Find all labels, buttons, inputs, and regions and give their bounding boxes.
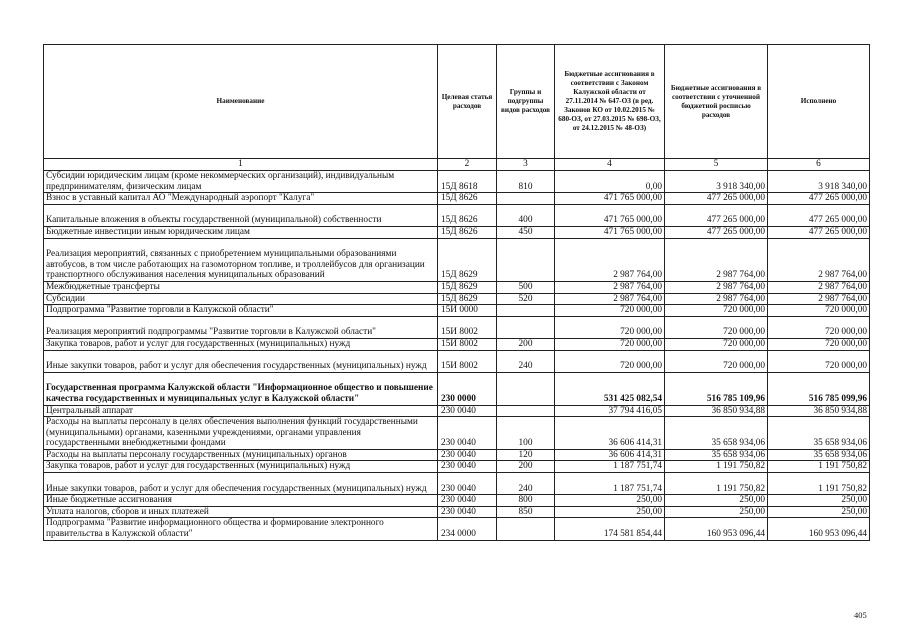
header-law-allocations: Бюджетные ассигнования в соответствии с Законом Калужской области от 27.11.2014 № 647-ОЗ (в ред. Законов КО от 10.02.2015 № 680-ОЗ, от 27.03.2015 № 698-ОЗ, от 24.12.2015 № 48-ОЗ) (555, 45, 665, 159)
header-expense-groups: Группы и подгруппы видов расходов (497, 45, 555, 159)
table-row (44, 204, 870, 226)
table-row (44, 449, 870, 461)
column-number: 3 (497, 159, 555, 171)
row-target-article: 230 0040 (438, 495, 497, 507)
row-expense-group (497, 518, 555, 540)
row-expense-group (497, 305, 555, 317)
table-row (44, 417, 870, 450)
row-target-article: 15Д 8629 (438, 281, 497, 293)
row-name: Межбюджетные трансферты (44, 281, 438, 293)
table-row (44, 506, 870, 518)
row-refined-amount: 516 785 109,96 (665, 372, 768, 405)
row-executed-amount: 720 000,00 (768, 338, 870, 350)
row-name: Подпрограмма "Развитие торговли в Калужской области" (44, 305, 438, 317)
row-name: Закупка товаров, работ и услуг для государственных (муниципальных) нужд (44, 338, 438, 350)
row-executed-amount: 477 265 000,00 (768, 204, 870, 226)
row-target-article: 15И 8002 (438, 338, 497, 350)
row-law-amount: 0,00 (555, 171, 665, 193)
row-target-article: 230 0000 (438, 372, 497, 405)
row-executed-amount: 720 000,00 (768, 350, 870, 372)
table-row (44, 171, 870, 193)
row-name: Иные закупки товаров, работ и услуг для обеспечения государственных (муниципальных) нужд (44, 473, 438, 495)
row-refined-amount: 720 000,00 (665, 338, 768, 350)
row-executed-amount: 160 953 096,44 (768, 518, 870, 540)
column-number: 2 (438, 159, 497, 171)
row-law-amount: 2 987 764,00 (555, 281, 665, 293)
row-executed-amount: 3 918 340,00 (768, 171, 870, 193)
row-refined-amount: 720 000,00 (665, 350, 768, 372)
row-name: Субсидии юридическим лицам (кроме некоммерческих организаций), индивидуальным предпринимателям, физическим лицам (44, 171, 438, 193)
row-refined-amount: 477 265 000,00 (665, 193, 768, 205)
row-name: Иные бюджетные ассигнования (44, 495, 438, 507)
table-row (44, 226, 870, 238)
row-executed-amount: 35 658 934,06 (768, 449, 870, 461)
row-refined-amount: 36 850 934,88 (665, 405, 768, 417)
row-law-amount: 250,00 (555, 495, 665, 507)
row-law-amount: 531 425 082,54 (555, 372, 665, 405)
row-executed-amount: 1 191 750,82 (768, 473, 870, 495)
row-refined-amount: 477 265 000,00 (665, 204, 768, 226)
row-law-amount: 720 000,00 (555, 350, 665, 372)
row-refined-amount: 720 000,00 (665, 305, 768, 317)
row-name: Реализация мероприятий подпрограммы "Развитие торговли в Калужской области" (44, 316, 438, 338)
row-expense-group (497, 238, 555, 281)
row-expense-group: 240 (497, 473, 555, 495)
row-refined-amount: 250,00 (665, 506, 768, 518)
row-law-amount: 720 000,00 (555, 316, 665, 338)
row-target-article: 15И 8002 (438, 350, 497, 372)
row-law-amount: 250,00 (555, 506, 665, 518)
table-row (44, 350, 870, 372)
row-expense-group: 400 (497, 204, 555, 226)
row-name: Реализация мероприятий, связанных с приобретением муниципальными образованиями автобусов, в том числе работающих на газомоторном топливе, и троллейбусов для организации транспортного обслуживания населения муниципальных образований (44, 238, 438, 281)
table-row (44, 461, 870, 473)
table-row (44, 405, 870, 417)
header-executed: Исполнено (768, 45, 870, 159)
row-name: Иные закупки товаров, работ и услуг для обеспечения государственных (муниципальных) нужд (44, 350, 438, 372)
row-expense-group: 200 (497, 461, 555, 473)
table-row (44, 238, 870, 281)
row-expense-group: 450 (497, 226, 555, 238)
row-target-article: 230 0040 (438, 405, 497, 417)
row-executed-amount: 250,00 (768, 495, 870, 507)
row-target-article: 230 0040 (438, 473, 497, 495)
row-target-article: 230 0040 (438, 461, 497, 473)
row-executed-amount: 2 987 764,00 (768, 281, 870, 293)
row-name: Взнос в уставный капитал АО "Международный аэропорт "Калуга" (44, 193, 438, 205)
row-name: Субсидии (44, 293, 438, 305)
table-row (44, 281, 870, 293)
table-row (44, 495, 870, 507)
row-name: Государственная программа Калужской области "Информационное общество и повышение качества государственных и муниципальных услуг в Калужской области" (44, 372, 438, 405)
row-executed-amount: 250,00 (768, 506, 870, 518)
row-expense-group: 520 (497, 293, 555, 305)
row-refined-amount: 2 987 764,00 (665, 281, 768, 293)
table-body (44, 171, 870, 541)
row-name: Подпрограмма "Развитие информационного общества и формирование электронного правительства в Калужской области" (44, 518, 438, 540)
row-expense-group: 100 (497, 417, 555, 450)
row-law-amount: 36 606 414,31 (555, 417, 665, 450)
row-executed-amount: 35 658 934,06 (768, 417, 870, 450)
header-row (44, 45, 870, 159)
row-refined-amount: 250,00 (665, 495, 768, 507)
table-row (44, 305, 870, 317)
row-target-article: 15Д 8626 (438, 193, 497, 205)
row-expense-group: 240 (497, 350, 555, 372)
row-law-amount: 2 987 764,00 (555, 293, 665, 305)
row-executed-amount: 720 000,00 (768, 316, 870, 338)
column-number: 5 (665, 159, 768, 171)
row-expense-group: 810 (497, 171, 555, 193)
row-refined-amount: 1 191 750,82 (665, 461, 768, 473)
row-expense-group: 800 (497, 495, 555, 507)
row-refined-amount: 1 191 750,82 (665, 473, 768, 495)
row-name: Бюджетные инвестиции иным юридическим лицам (44, 226, 438, 238)
row-name: Капитальные вложения в объекты государственной (муниципальной) собственности (44, 204, 438, 226)
row-name: Расходы на выплаты персоналу государственных (муниципальных) органов (44, 449, 438, 461)
row-target-article: 15Д 8629 (438, 238, 497, 281)
row-refined-amount: 35 658 934,06 (665, 449, 768, 461)
row-law-amount: 2 987 764,00 (555, 238, 665, 281)
row-law-amount: 471 765 000,00 (555, 193, 665, 205)
row-executed-amount: 1 191 750,82 (768, 461, 870, 473)
row-name: Закупка товаров, работ и услуг для государственных (муниципальных) нужд (44, 461, 438, 473)
table-row (44, 372, 870, 405)
budget-table (43, 44, 870, 541)
row-refined-amount: 720 000,00 (665, 316, 768, 338)
row-refined-amount: 3 918 340,00 (665, 171, 768, 193)
row-executed-amount: 36 850 934,88 (768, 405, 870, 417)
row-expense-group: 500 (497, 281, 555, 293)
row-refined-amount: 35 658 934,06 (665, 417, 768, 450)
header-target-article: Целевая статья расходов (438, 45, 497, 159)
header-name: Наименование (44, 45, 438, 159)
row-target-article: 230 0040 (438, 506, 497, 518)
row-refined-amount: 477 265 000,00 (665, 226, 768, 238)
row-executed-amount: 2 987 764,00 (768, 293, 870, 305)
row-law-amount: 174 581 854,44 (555, 518, 665, 540)
column-number: 1 (44, 159, 438, 171)
row-target-article: 230 0040 (438, 417, 497, 450)
row-name: Центральный аппарат (44, 405, 438, 417)
row-law-amount: 471 765 000,00 (555, 226, 665, 238)
row-executed-amount: 477 265 000,00 (768, 193, 870, 205)
row-expense-group: 200 (497, 338, 555, 350)
row-law-amount: 720 000,00 (555, 338, 665, 350)
row-refined-amount: 2 987 764,00 (665, 293, 768, 305)
header-refined-allocations: Бюджетные ассигнования в соответствии с уточненной бюджетной росписью расходов (665, 45, 768, 159)
row-target-article: 234 0000 (438, 518, 497, 540)
row-expense-group: 850 (497, 506, 555, 518)
table-row (44, 518, 870, 540)
table-row (44, 473, 870, 495)
row-law-amount: 36 606 414,31 (555, 449, 665, 461)
row-target-article: 15Д 8618 (438, 171, 497, 193)
row-executed-amount: 2 987 764,00 (768, 238, 870, 281)
row-law-amount: 1 187 751,74 (555, 461, 665, 473)
row-refined-amount: 2 987 764,00 (665, 238, 768, 281)
row-law-amount: 720 000,00 (555, 305, 665, 317)
row-law-amount: 1 187 751,74 (555, 473, 665, 495)
row-expense-group: 120 (497, 449, 555, 461)
table-row (44, 193, 870, 205)
row-target-article: 15И 8002 (438, 316, 497, 338)
page-number: 405 (854, 610, 867, 620)
table-row (44, 293, 870, 305)
column-number: 4 (555, 159, 665, 171)
row-expense-group (497, 316, 555, 338)
row-target-article: 15И 0000 (438, 305, 497, 317)
row-executed-amount: 720 000,00 (768, 305, 870, 317)
row-target-article: 15Д 8629 (438, 293, 497, 305)
column-numbers-row (44, 159, 870, 171)
row-executed-amount: 516 785 099,96 (768, 372, 870, 405)
table-row (44, 338, 870, 350)
column-number: 6 (768, 159, 870, 171)
row-expense-group (497, 193, 555, 205)
row-refined-amount: 160 953 096,44 (665, 518, 768, 540)
row-law-amount: 471 765 000,00 (555, 204, 665, 226)
table-row (44, 316, 870, 338)
row-name: Расходы на выплаты персоналу в целях обеспечения выполнения функций государственными (муниципальными) органами, казенными учреждениями, органами управления государственными внебюджетными фондами (44, 417, 438, 450)
row-name: Уплата налогов, сборов и иных платежей (44, 506, 438, 518)
row-target-article: 15Д 8626 (438, 226, 497, 238)
row-law-amount: 37 794 416,05 (555, 405, 665, 417)
row-executed-amount: 477 265 000,00 (768, 226, 870, 238)
row-expense-group (497, 405, 555, 417)
row-target-article: 15Д 8626 (438, 204, 497, 226)
row-target-article: 230 0040 (438, 449, 497, 461)
row-expense-group (497, 372, 555, 405)
